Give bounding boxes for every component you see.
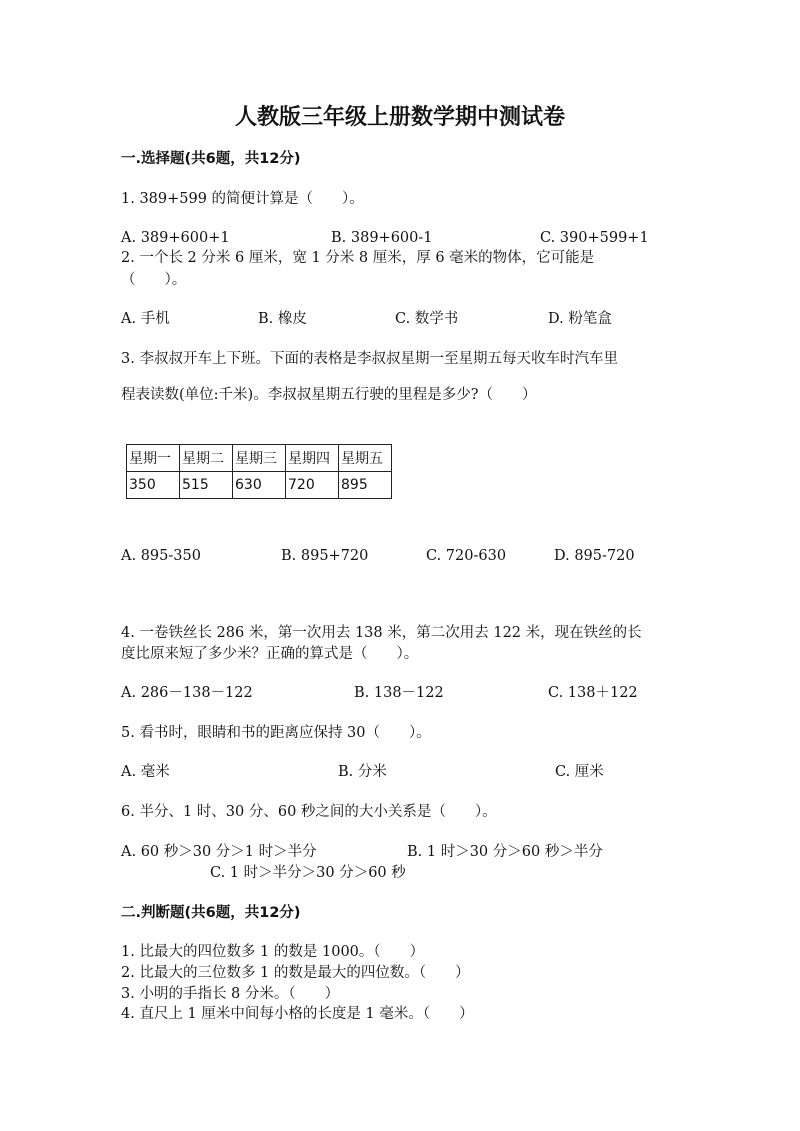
question-4-stem-line2: 度比原来短了多少米？正确的算式是（ ）。 <box>121 646 419 662</box>
question-4-option-b: B. 138－122 <box>354 685 444 701</box>
question-3-stem-line1: 3. 李叔叔开车上下班。下面的表格是李叔叔星期一至星期五每天收车时汽车里 <box>121 351 618 367</box>
judge-item-1: 1. 比最大的四位数多 1 的数是 1000。（ ） <box>121 944 425 960</box>
question-5-stem: 5. 看书时，眼睛和书的距离应保持 30（ ）。 <box>121 725 431 741</box>
question-1-option-a: A. 389+600+1 <box>121 230 230 246</box>
table-cell: 515 <box>180 472 233 499</box>
question-2-stem-line2: （ ）。 <box>121 272 187 288</box>
question-6-stem: 6. 半分、1 时、30 分、60 秒之间的大小关系是（ ）。 <box>121 804 497 820</box>
question-3-stem-line2: 程表读数(单位:千米)。李叔叔星期五行驶的里程是多少?（ ） <box>121 387 537 403</box>
judge-item-4: 4. 直尺上 1 厘米中间每小格的长度是 1 毫米。（ ） <box>121 1006 474 1022</box>
question-5-option-c: C. 厘米 <box>555 764 604 780</box>
question-5-option-a: A. 毫米 <box>121 764 170 780</box>
question-2-option-c: C. 数学书 <box>395 311 459 327</box>
judge-item-2: 2. 比最大的三位数多 1 的数是最大的四位数。（ ） <box>121 965 470 981</box>
question-2-option-b: B. 橡皮 <box>258 311 307 327</box>
table-header-cell: 星期一 <box>127 445 180 472</box>
question-5-option-b: B. 分米 <box>338 764 387 780</box>
question-3-option-d: D. 895-720 <box>554 548 635 564</box>
table-header-cell: 星期四 <box>286 445 339 472</box>
question-3-option-a: A. 895-350 <box>121 548 201 564</box>
question-1-stem: 1. 389+599 的简便计算是（ ）。 <box>121 191 364 207</box>
table-cell: 350 <box>127 472 180 499</box>
judge-item-3: 3. 小明的手指长 8 分米。（ ） <box>121 986 340 1002</box>
question-3-option-b: B. 895+720 <box>281 548 369 564</box>
section-heading-judge: 二.判断题(共6题，共12分) <box>121 905 301 921</box>
question-4-stem-line1: 4. 一卷铁丝长 286 米，第一次用去 138 米，第二次用去 122 米，现在铁丝的长 <box>121 625 642 641</box>
table-cell: 895 <box>339 472 392 499</box>
table-header-row <box>127 445 392 472</box>
question-6-option-a: A. 60 秒＞30 分＞1 时＞半分 <box>121 844 317 860</box>
question-2-stem-line1: 2. 一个长 2 分米 6 厘米，宽 1 分米 8 厘米，厚 6 毫米的物体，它可能是 <box>121 250 595 266</box>
table-cell: 720 <box>286 472 339 499</box>
table-header-cell: 星期三 <box>233 445 286 472</box>
question-4-option-a: A. 286－138－122 <box>121 685 253 701</box>
table-cell: 630 <box>233 472 286 499</box>
table-header-cell: 星期五 <box>339 445 392 472</box>
question-6-option-c: C. 1 时＞半分＞30 分＞60 秒 <box>210 865 406 881</box>
table-row <box>127 472 392 499</box>
question-2-option-a: A. 手机 <box>121 311 170 327</box>
odometer-table <box>126 444 392 499</box>
section-heading-choice: 一.选择题(共6题，共12分) <box>121 151 301 167</box>
question-2-option-d: D. 粉笔盒 <box>548 311 612 327</box>
question-4-option-c: C. 138＋122 <box>548 685 638 701</box>
question-1-option-b: B. 389+600-1 <box>331 230 433 246</box>
question-3-option-c: C. 720-630 <box>426 548 507 564</box>
question-6-option-b: B. 1 时＞30 分＞60 秒＞半分 <box>407 844 603 860</box>
question-1-option-c: C. 390+599+1 <box>540 230 649 246</box>
page-title: 人教版三年级上册数学期中测试卷 <box>234 105 565 130</box>
table-header-cell: 星期二 <box>180 445 233 472</box>
